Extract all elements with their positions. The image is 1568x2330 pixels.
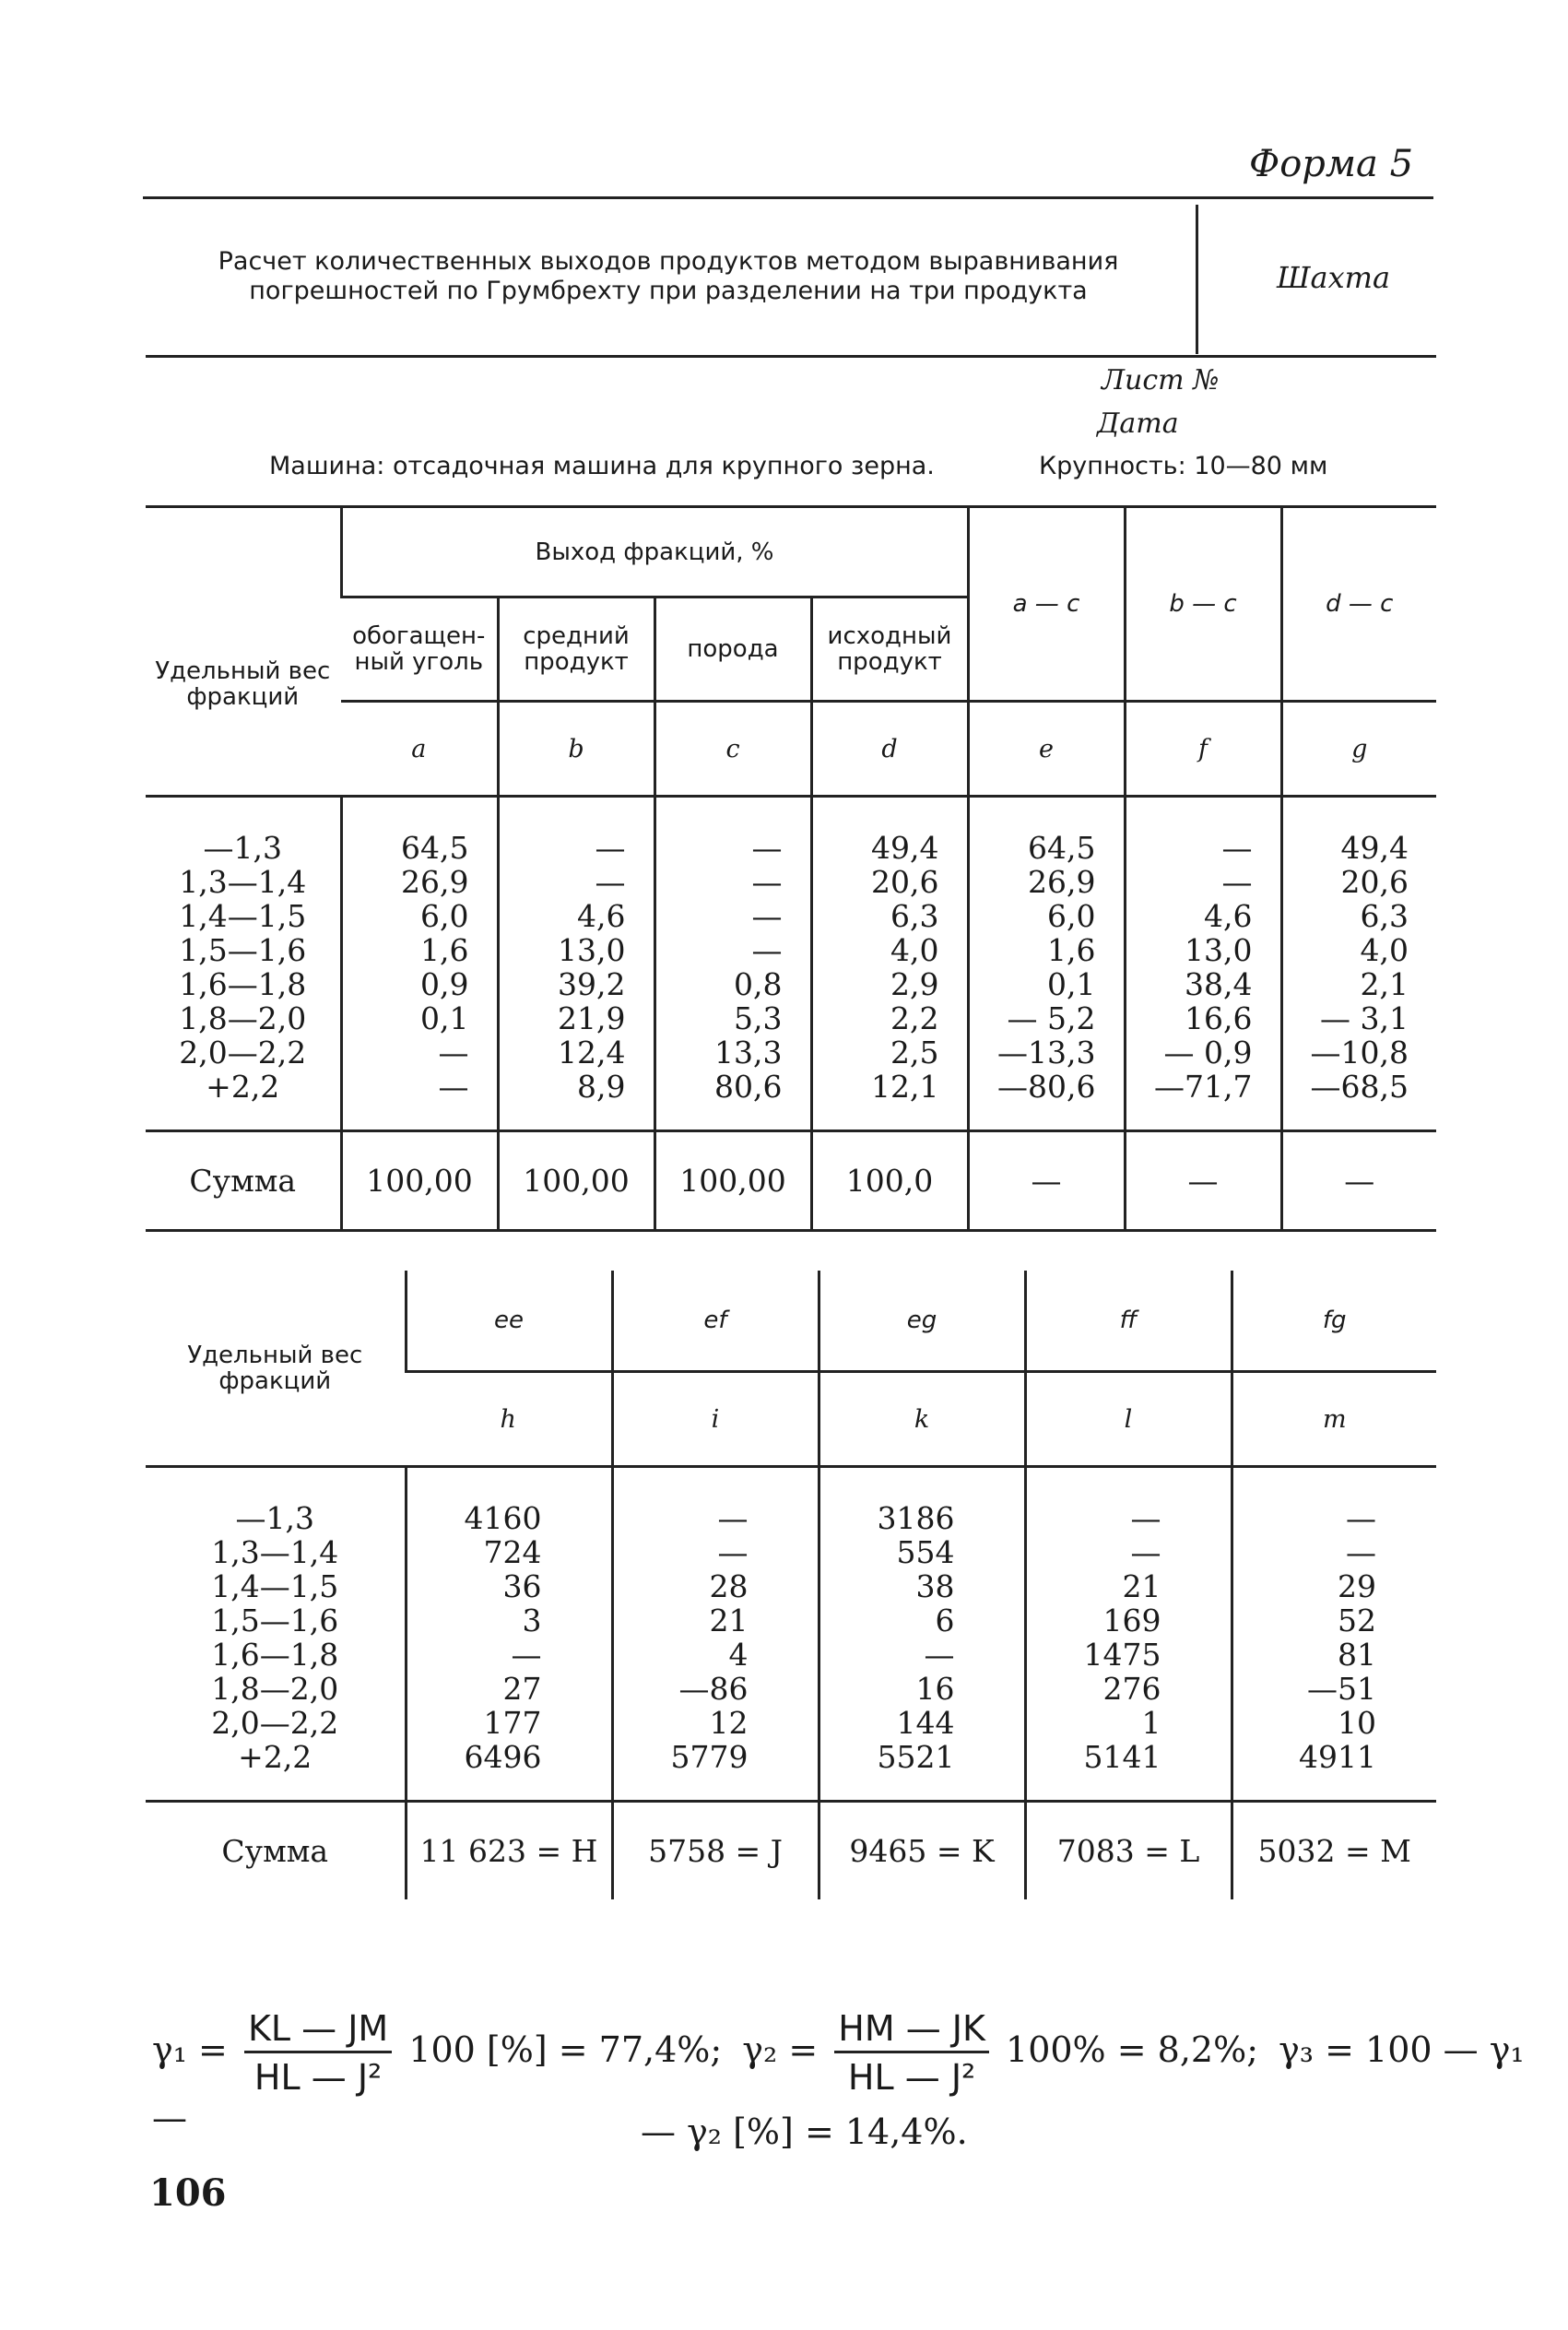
title-divider bbox=[1196, 205, 1198, 354]
table-cell: 4,0 bbox=[1360, 932, 1409, 968]
letter-a: a bbox=[341, 702, 498, 797]
sum-a: 100,00 bbox=[341, 1131, 498, 1231]
sum-label-2: Сумма bbox=[146, 1802, 406, 1900]
table-cell: — 0,9 bbox=[1163, 1035, 1253, 1070]
yield-group-header: Выход фракций, % bbox=[341, 507, 968, 597]
table-cell: 20,6 bbox=[871, 864, 939, 900]
table-cell: 49,4 bbox=[1340, 830, 1409, 866]
letter-i: i bbox=[612, 1372, 819, 1467]
table-cell: 4,6 bbox=[577, 898, 626, 934]
table-cell: — bbox=[1346, 1500, 1376, 1536]
table-cell: 2,9 bbox=[890, 966, 939, 1002]
table-cell: 4 bbox=[728, 1637, 749, 1673]
table-cell: 1,8—2,0 bbox=[211, 1671, 339, 1707]
table-cell: 554 bbox=[896, 1534, 955, 1570]
column-l-values bbox=[1025, 1467, 1232, 1802]
sum-label: Сумма bbox=[146, 1131, 341, 1231]
header-eg: eg bbox=[819, 1271, 1025, 1372]
table-cell: 724 bbox=[483, 1534, 542, 1570]
table-cell: —68,5 bbox=[1310, 1069, 1409, 1105]
table-cell: —13,3 bbox=[997, 1035, 1096, 1070]
table-cell: 49,4 bbox=[871, 830, 939, 866]
table-cell: 12 bbox=[709, 1705, 749, 1741]
sum-g: — bbox=[1281, 1131, 1436, 1231]
letter-d: d bbox=[811, 702, 968, 797]
table-cell: 20,6 bbox=[1340, 864, 1409, 900]
table-cell: 1 bbox=[1141, 1705, 1161, 1741]
table-cell: 26,9 bbox=[1028, 864, 1096, 900]
column-e-values bbox=[968, 797, 1125, 1131]
table-cell: 6496 bbox=[464, 1739, 542, 1775]
table-cell: 2,0—2,2 bbox=[179, 1035, 307, 1070]
column-a-values bbox=[341, 797, 498, 1131]
products-table bbox=[146, 1271, 1436, 1899]
gamma3-expression: γ₃ = 100 — γ₁ — bbox=[152, 2029, 1525, 2138]
column-d-values bbox=[811, 797, 968, 1131]
table-cell: 0,9 bbox=[420, 966, 469, 1002]
gamma2-denominator: HL — J² bbox=[847, 2057, 976, 2098]
table-cell: 52 bbox=[1338, 1603, 1376, 1638]
formula-line-2: — γ₂ [%] = 14,4%. bbox=[641, 2111, 968, 2152]
table-cell: 64,5 bbox=[1028, 830, 1096, 866]
table-cell: — bbox=[751, 830, 783, 866]
table-cell: 1,4—1,5 bbox=[211, 1568, 339, 1604]
column-g-values bbox=[1281, 797, 1436, 1131]
table-cell: 80,6 bbox=[714, 1069, 783, 1105]
letter-e: e bbox=[968, 702, 1125, 797]
table-cell: —1,3 bbox=[203, 830, 282, 866]
table-cell: 6,0 bbox=[1047, 898, 1096, 934]
sum-h: 11 623 = H bbox=[406, 1802, 612, 1900]
table-cell: 13,3 bbox=[714, 1035, 783, 1070]
diff-header-d-c: d — c bbox=[1281, 507, 1436, 702]
table-cell: 169 bbox=[1102, 1603, 1161, 1638]
table-cell: —51 bbox=[1307, 1671, 1376, 1707]
fraction-gamma1 bbox=[244, 2008, 392, 2098]
table-cell: — 3,1 bbox=[1320, 1000, 1409, 1036]
table-cell: 0,1 bbox=[420, 1000, 469, 1036]
table-cell: 28 bbox=[709, 1568, 749, 1604]
sum-i: 5758 = J bbox=[612, 1802, 819, 1900]
header-feed: исходный продукт bbox=[811, 597, 968, 702]
table-cell: 2,1 bbox=[1360, 966, 1409, 1002]
title-line-1: Расчет количественных выходов продуктов методом выравнивания bbox=[218, 247, 1119, 276]
table-cell: 39,2 bbox=[558, 966, 626, 1002]
table-cell: 144 bbox=[896, 1705, 955, 1741]
table-cell: 1,5—1,6 bbox=[179, 932, 307, 968]
table-cell: — bbox=[717, 1500, 749, 1536]
table-cell: — 5,2 bbox=[1007, 1000, 1096, 1036]
table-cell: — bbox=[438, 1069, 469, 1105]
table-cell: 12,4 bbox=[558, 1035, 626, 1070]
table-cell: 2,2 bbox=[890, 1000, 939, 1036]
sheet-number-label: Лист № bbox=[1102, 364, 1220, 396]
letter-l: l bbox=[1025, 1372, 1232, 1467]
header-middlings: средний продукт bbox=[498, 597, 654, 702]
table-cell: — bbox=[751, 932, 783, 968]
table-cell: 12,1 bbox=[871, 1069, 939, 1105]
table-cell: +2,2 bbox=[238, 1739, 312, 1775]
fraction-gamma2 bbox=[834, 2008, 989, 2098]
mine-label: Шахта bbox=[1277, 260, 1391, 295]
column-c-values bbox=[654, 797, 811, 1131]
table-cell: 81 bbox=[1338, 1637, 1376, 1673]
table-cell: 3186 bbox=[877, 1500, 955, 1536]
table-cell: —86 bbox=[678, 1671, 749, 1707]
column-m-values bbox=[1232, 1467, 1436, 1802]
gamma2-numerator: HM — JK bbox=[834, 2008, 989, 2053]
fraction-column bbox=[146, 797, 341, 1131]
table-cell: 1475 bbox=[1083, 1637, 1161, 1673]
table-cell: 2,0—2,2 bbox=[211, 1705, 339, 1741]
table-cell: 4911 bbox=[1299, 1739, 1376, 1775]
table-cell: — bbox=[438, 1035, 469, 1070]
table-cell: 21,9 bbox=[558, 1000, 626, 1036]
letter-h: h bbox=[406, 1372, 612, 1467]
table-cell: 1,6 bbox=[420, 932, 469, 968]
table-cell: 177 bbox=[483, 1705, 542, 1741]
fraction-column-2 bbox=[146, 1467, 406, 1802]
column-f-values bbox=[1125, 797, 1281, 1131]
letter-m: m bbox=[1232, 1372, 1436, 1467]
table-cell: 1,4—1,5 bbox=[179, 898, 307, 934]
table-cell: 1,3—1,4 bbox=[211, 1534, 339, 1570]
table-cell: 5141 bbox=[1083, 1739, 1161, 1775]
page-number: 106 bbox=[149, 2171, 227, 2215]
sum-f: — bbox=[1125, 1131, 1281, 1231]
table-cell: 29 bbox=[1338, 1568, 1376, 1604]
table-cell: 4,0 bbox=[890, 932, 939, 968]
top-rule bbox=[143, 196, 1433, 199]
table-cell: 0,1 bbox=[1047, 966, 1096, 1002]
table-cell: 5779 bbox=[670, 1739, 749, 1775]
table-cell: — bbox=[751, 864, 783, 900]
table-cell: —71,7 bbox=[1154, 1069, 1253, 1105]
table-cell: 16,6 bbox=[1185, 1000, 1253, 1036]
form-label: Форма 5 bbox=[1249, 143, 1414, 185]
table-cell: — bbox=[1346, 1534, 1376, 1570]
gamma1-result: 100 [%] = 77,4%; bbox=[408, 2029, 723, 2070]
table-cell: — bbox=[1221, 830, 1253, 866]
gamma2-result: 100% = 8,2%; bbox=[1006, 2029, 1258, 2070]
table-cell: — bbox=[924, 1637, 955, 1673]
table-cell: 1,6 bbox=[1047, 932, 1096, 968]
table-cell: 5,3 bbox=[734, 1000, 783, 1036]
sum-e: — bbox=[968, 1131, 1125, 1231]
column-b-values bbox=[498, 797, 654, 1131]
gamma1-numerator: KL — JM bbox=[244, 2008, 392, 2053]
table-cell: 276 bbox=[1102, 1671, 1161, 1707]
table-cell: — bbox=[595, 830, 626, 866]
table-cell: — bbox=[717, 1534, 749, 1570]
sum-l: 7083 = L bbox=[1025, 1802, 1232, 1900]
gamma1-denominator: HL — J² bbox=[253, 2057, 383, 2098]
table-cell: — bbox=[595, 864, 626, 900]
table-cell: 1,5—1,6 bbox=[211, 1603, 339, 1638]
table-cell: 6,3 bbox=[1360, 898, 1409, 934]
table-cell: 27 bbox=[502, 1671, 542, 1707]
diff-header-b-c: b — c bbox=[1125, 507, 1281, 702]
table-cell: 1,6—1,8 bbox=[179, 966, 307, 1002]
table-cell: 36 bbox=[502, 1568, 542, 1604]
table-cell: 1,3—1,4 bbox=[179, 864, 307, 900]
table-cell: 10 bbox=[1338, 1705, 1376, 1741]
letter-f: f bbox=[1125, 702, 1281, 797]
sum-c: 100,00 bbox=[654, 1131, 811, 1231]
table-cell: 21 bbox=[709, 1603, 749, 1638]
table-cell: 64,5 bbox=[401, 830, 469, 866]
table-cell: — bbox=[511, 1637, 542, 1673]
table-cell: 13,0 bbox=[558, 932, 626, 968]
table-cell: 8,9 bbox=[577, 1069, 626, 1105]
diff-header-a-c: a — c bbox=[968, 507, 1125, 702]
table-cell: 6 bbox=[935, 1603, 955, 1638]
table-cell: 13,0 bbox=[1185, 932, 1253, 968]
table-cell: 26,9 bbox=[401, 864, 469, 900]
table-cell: 0,8 bbox=[734, 966, 783, 1002]
header-fg: fg bbox=[1232, 1271, 1436, 1372]
fraction-header: Удельный вес фракций bbox=[146, 507, 341, 797]
table-cell: 1,8—2,0 bbox=[179, 1000, 307, 1036]
column-h-values bbox=[406, 1467, 612, 1802]
date-label: Дата bbox=[1097, 408, 1179, 440]
table-cell: — bbox=[1130, 1500, 1161, 1536]
table-cell: 4160 bbox=[464, 1500, 542, 1536]
document-title bbox=[194, 247, 1143, 306]
fraction-header-2: Удельный вес фракций bbox=[146, 1271, 406, 1467]
gamma2-label: γ₂ = bbox=[742, 2029, 819, 2070]
table-cell: 4,6 bbox=[1204, 898, 1253, 934]
gamma1-label: γ₁ = bbox=[152, 2029, 228, 2070]
letter-b: b bbox=[498, 702, 654, 797]
sum-m: 5032 = M bbox=[1232, 1802, 1436, 1900]
table-cell: 3 bbox=[522, 1603, 542, 1638]
sum-d: 100,0 bbox=[811, 1131, 968, 1231]
table-cell: 21 bbox=[1122, 1568, 1161, 1604]
column-k-values bbox=[819, 1467, 1025, 1802]
table-cell: 38,4 bbox=[1185, 966, 1253, 1002]
table-cell: 5521 bbox=[877, 1739, 955, 1775]
header-ef: ef bbox=[612, 1271, 819, 1372]
table-cell: 38 bbox=[915, 1568, 955, 1604]
table-cell: —80,6 bbox=[997, 1069, 1096, 1105]
header-ff: ff bbox=[1025, 1271, 1232, 1372]
sum-k: 9465 = K bbox=[819, 1802, 1025, 1900]
table-cell: 1,6—1,8 bbox=[211, 1637, 339, 1673]
table-cell: 2,5 bbox=[890, 1035, 939, 1070]
table-cell: —10,8 bbox=[1310, 1035, 1409, 1070]
table-cell: 6,0 bbox=[420, 898, 469, 934]
title-rule bbox=[146, 355, 1436, 358]
sum-b: 100,00 bbox=[498, 1131, 654, 1231]
letter-c: c bbox=[654, 702, 811, 797]
header-concentrate: обогащен-ный уголь bbox=[341, 597, 498, 702]
letter-g: g bbox=[1281, 702, 1436, 797]
column-i-values bbox=[612, 1467, 819, 1802]
header-ee: ee bbox=[406, 1271, 612, 1372]
table-cell: +2,2 bbox=[206, 1069, 280, 1105]
letter-k: k bbox=[819, 1372, 1025, 1467]
title-line-2: погрешностей по Грумбрехту при разделении на три продукта bbox=[249, 277, 1088, 305]
table-cell: —1,3 bbox=[235, 1500, 314, 1536]
yield-table bbox=[146, 505, 1436, 1232]
table-cell: — bbox=[1130, 1534, 1161, 1570]
machine-label: Машина: отсадочная машина для крупного зерна. bbox=[269, 452, 935, 480]
table-cell: 16 bbox=[915, 1671, 955, 1707]
table-cell: 6,3 bbox=[890, 898, 939, 934]
header-refuse: порода bbox=[654, 597, 811, 702]
table-cell: — bbox=[1221, 864, 1253, 900]
size-label: Крупность: 10—80 мм bbox=[1039, 452, 1328, 480]
table-cell: — bbox=[751, 898, 783, 934]
